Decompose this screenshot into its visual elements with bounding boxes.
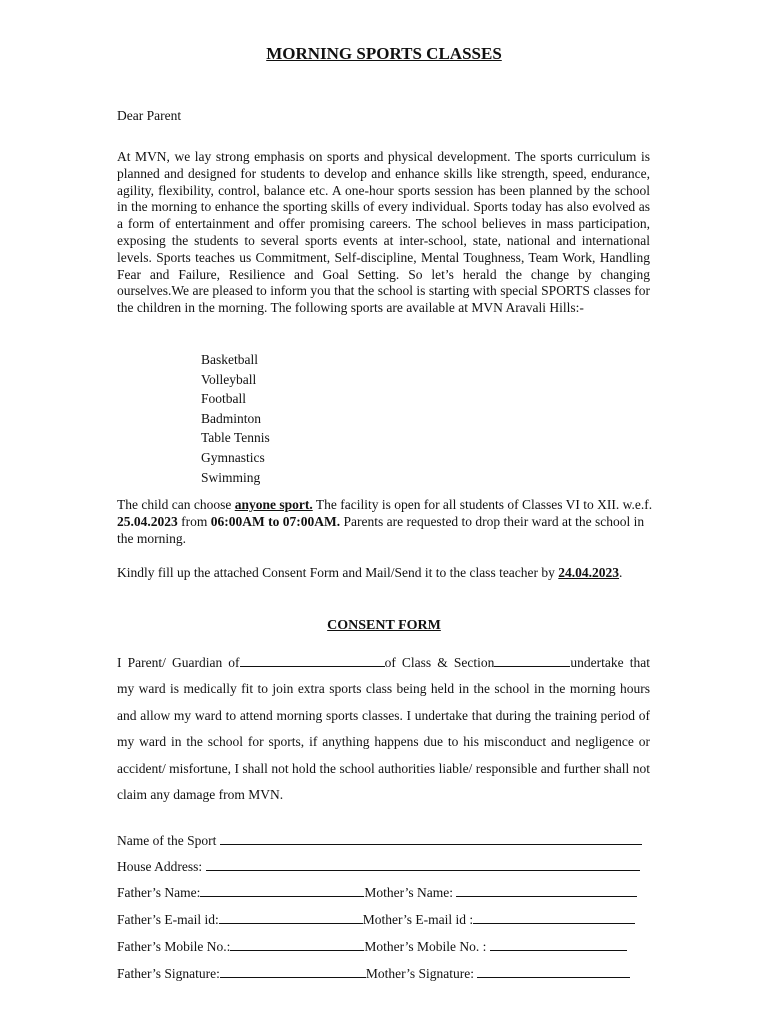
facility-text: The child can choose (117, 497, 235, 512)
sports-list (201, 350, 270, 487)
deadline-paragraph (117, 565, 657, 582)
mother-mobile-field[interactable] (490, 938, 627, 951)
list-item: Basketball (201, 352, 258, 367)
facility-text: from (177, 513, 211, 529)
father-name-field[interactable] (200, 884, 364, 897)
mother-signature-label: Mother’s Signature: (365, 966, 474, 981)
consent-paragraph (117, 650, 650, 808)
deadline-text: . (619, 565, 623, 580)
list-item: Volleyball (201, 371, 257, 387)
intro-paragraph: At MVN, we lay strong emphasis on sports and physical development. The sports curriculum is planned and designed for students to develop and enhance skills like strength, speed, endurance, agility, flexibility, control, balance etc. A one-hour sports session has been planned by the school in the morning to enhance the sporting skills of every individual. Sports today has also evolved as a form of entertainment and offer promising careers. The school believes in mass participation, exposing the students to several sports events at inter-school, state, national and international levels. Sports teaches us Commitment, Self-discipline, Mental Toughness, Team Work, Handling Fear and Failure, Resilience and Goal Setting. So let’s herald the change by changing ourselves.We are pleased to inform you that the school is starting with special SPORTS classes for the children in the morning. The following sports are available at MVN Aravali Hills:- (117, 149, 650, 316)
deadline-date: 24.04.2023 (558, 565, 620, 580)
anyone-sport-emphasis: anyone sport. (234, 497, 313, 512)
class-section-blank[interactable] (494, 654, 570, 667)
facility-text: Parents are requested to drop their ward at the school in the morning. (117, 513, 645, 546)
form-row-sport (117, 832, 642, 849)
form-row-names (117, 884, 637, 901)
facility-text: The facility is open for all students of Classes VI to XII. w.e.f. (312, 497, 653, 512)
address-label: House Address: (117, 859, 203, 874)
form-row-emails (117, 911, 635, 928)
father-mobile-field[interactable] (230, 938, 364, 951)
ward-name-blank[interactable] (240, 654, 385, 667)
list-item: Badminton (201, 410, 261, 426)
page-title: MORNING SPORTS CLASSES (266, 44, 502, 63)
list-item: Football (201, 391, 247, 407)
form-row-signatures (117, 965, 630, 982)
consent-text: I Parent/ Guardian of (117, 655, 240, 670)
father-name-label: Father’s Name: (117, 885, 201, 900)
form-row-mobiles (117, 938, 627, 955)
mother-signature-field[interactable] (477, 965, 630, 978)
father-signature-label: Father’s Signature: (117, 966, 220, 981)
consent-text: undertake that my ward is medically fit to join extra sports class being held in the school in the morning hours and allow my ward to attend morning sports classes. I undertake that during the training period of my ward in the school for sports, if anything happens due to his misconduct and negligence or accident/ misfortune, I shall not hold the school authorities liable/ responsible and further shall not claim any damage from MVN. (117, 655, 650, 803)
mother-email-label: Mother’s E-mail id : (362, 912, 474, 927)
mother-name-field[interactable] (456, 884, 637, 897)
father-mobile-label: Father’s Mobile No.: (117, 939, 231, 954)
consent-text: of Class & Section (384, 655, 495, 670)
address-field[interactable] (206, 858, 640, 871)
start-date: 25.04.2023 (117, 513, 178, 529)
deadline-text: Kindly fill up the attached Consent Form and Mail/Send it to the class teacher by (117, 565, 559, 580)
form-row-address (117, 858, 640, 875)
mother-name-label: Mother’s Name: (364, 885, 453, 900)
mother-mobile-label: Mother’s Mobile No. : (364, 939, 487, 954)
list-item: Gymnastics (201, 449, 265, 465)
consent-form-title: CONSENT FORM (327, 618, 441, 633)
salutation: Dear Parent (117, 108, 182, 123)
mother-email-field[interactable] (473, 911, 635, 924)
list-item: Table Tennis (201, 430, 270, 446)
class-timing: 06:00AM to 07:00AM. (210, 513, 341, 529)
father-email-label: Father’s E-mail id: (117, 912, 219, 927)
list-item: Swimming (201, 469, 261, 485)
facility-paragraph (117, 497, 657, 547)
father-signature-field[interactable] (220, 965, 366, 978)
sport-field[interactable] (220, 832, 642, 845)
sport-label: Name of the Sport (117, 833, 217, 848)
father-email-field[interactable] (219, 911, 363, 924)
